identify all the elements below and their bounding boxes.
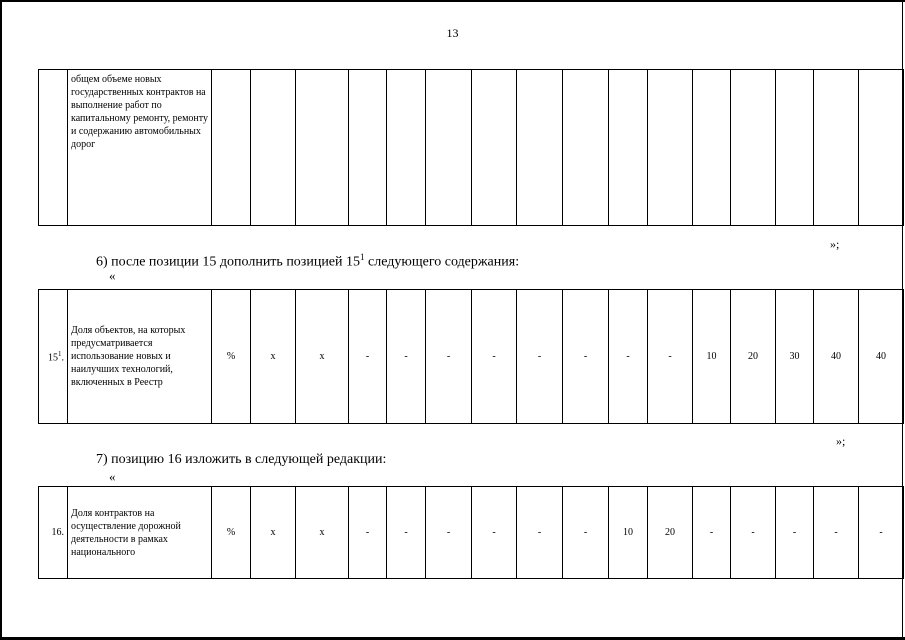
value-cell: - xyxy=(563,487,609,579)
table-row xyxy=(39,487,904,579)
position-number: 16. xyxy=(39,487,68,579)
value-cell: 20 xyxy=(648,487,693,579)
table-row-16 xyxy=(38,486,904,579)
value-cell: - xyxy=(609,290,648,424)
value-cell: - xyxy=(349,487,387,579)
value-cell: - xyxy=(563,290,609,424)
closing-quote: »; xyxy=(830,237,840,251)
value-cell: - xyxy=(776,487,814,579)
value-cell: x xyxy=(296,487,349,579)
value-cell: - xyxy=(814,487,859,579)
indicator-description: Доля контрактов на осуществление дорожной деятельности в рамках национального xyxy=(68,487,212,579)
unit-cell: % xyxy=(212,290,251,424)
table-continuation xyxy=(38,69,904,226)
value-cell: - xyxy=(387,487,426,579)
value-cell: - xyxy=(693,487,731,579)
indicator-description: Доля объектов, на которых предусматривается использование новых и наилучших технологий, включенных в Реестр xyxy=(68,290,212,424)
value-cell: - xyxy=(349,290,387,424)
page-top-border xyxy=(0,0,905,2)
value-cell: 20 xyxy=(731,290,776,424)
value-cell: x xyxy=(251,290,296,424)
value-cell: - xyxy=(426,487,472,579)
unit-cell: % xyxy=(212,487,251,579)
value-cell: x xyxy=(251,487,296,579)
table-row-15-1 xyxy=(38,289,904,424)
value-cell: 10 xyxy=(609,487,648,579)
value-cell: 40 xyxy=(859,290,904,424)
value-cell: x xyxy=(296,290,349,424)
value-cell: 10 xyxy=(693,290,731,424)
value-cell: - xyxy=(517,487,563,579)
value-cell: - xyxy=(731,487,776,579)
value-cell: - xyxy=(648,290,693,424)
opening-quote: « xyxy=(109,268,116,283)
value-cell: - xyxy=(426,290,472,424)
value-cell: - xyxy=(859,487,904,579)
value-cell: - xyxy=(472,487,517,579)
table-row xyxy=(39,290,904,424)
value-cell: 30 xyxy=(776,290,814,424)
value-cell: 40 xyxy=(814,290,859,424)
instruction-item-6: 6) после позиции 15 дополнить позицией $15^1$ следующего содержания: xyxy=(96,252,520,270)
value-cell: - xyxy=(472,290,517,424)
page-number: 13 xyxy=(446,26,459,40)
value-cell: - xyxy=(517,290,563,424)
opening-quote: « xyxy=(109,469,116,484)
indicator-description: общем объеме новых государственных контрактов на выполнение работ по капитальному ремонту, ремонту и содержанию автомобильных дорог xyxy=(68,70,212,226)
position-number: $15^1$. xyxy=(39,290,68,424)
table-row xyxy=(39,70,904,226)
page-left-border xyxy=(0,0,2,640)
instruction-item-7: 7) позицию 16 изложить в следующей редакции: xyxy=(96,452,387,467)
value-cell: - xyxy=(387,290,426,424)
closing-quote: »; xyxy=(836,434,846,448)
cell-num xyxy=(39,70,68,226)
